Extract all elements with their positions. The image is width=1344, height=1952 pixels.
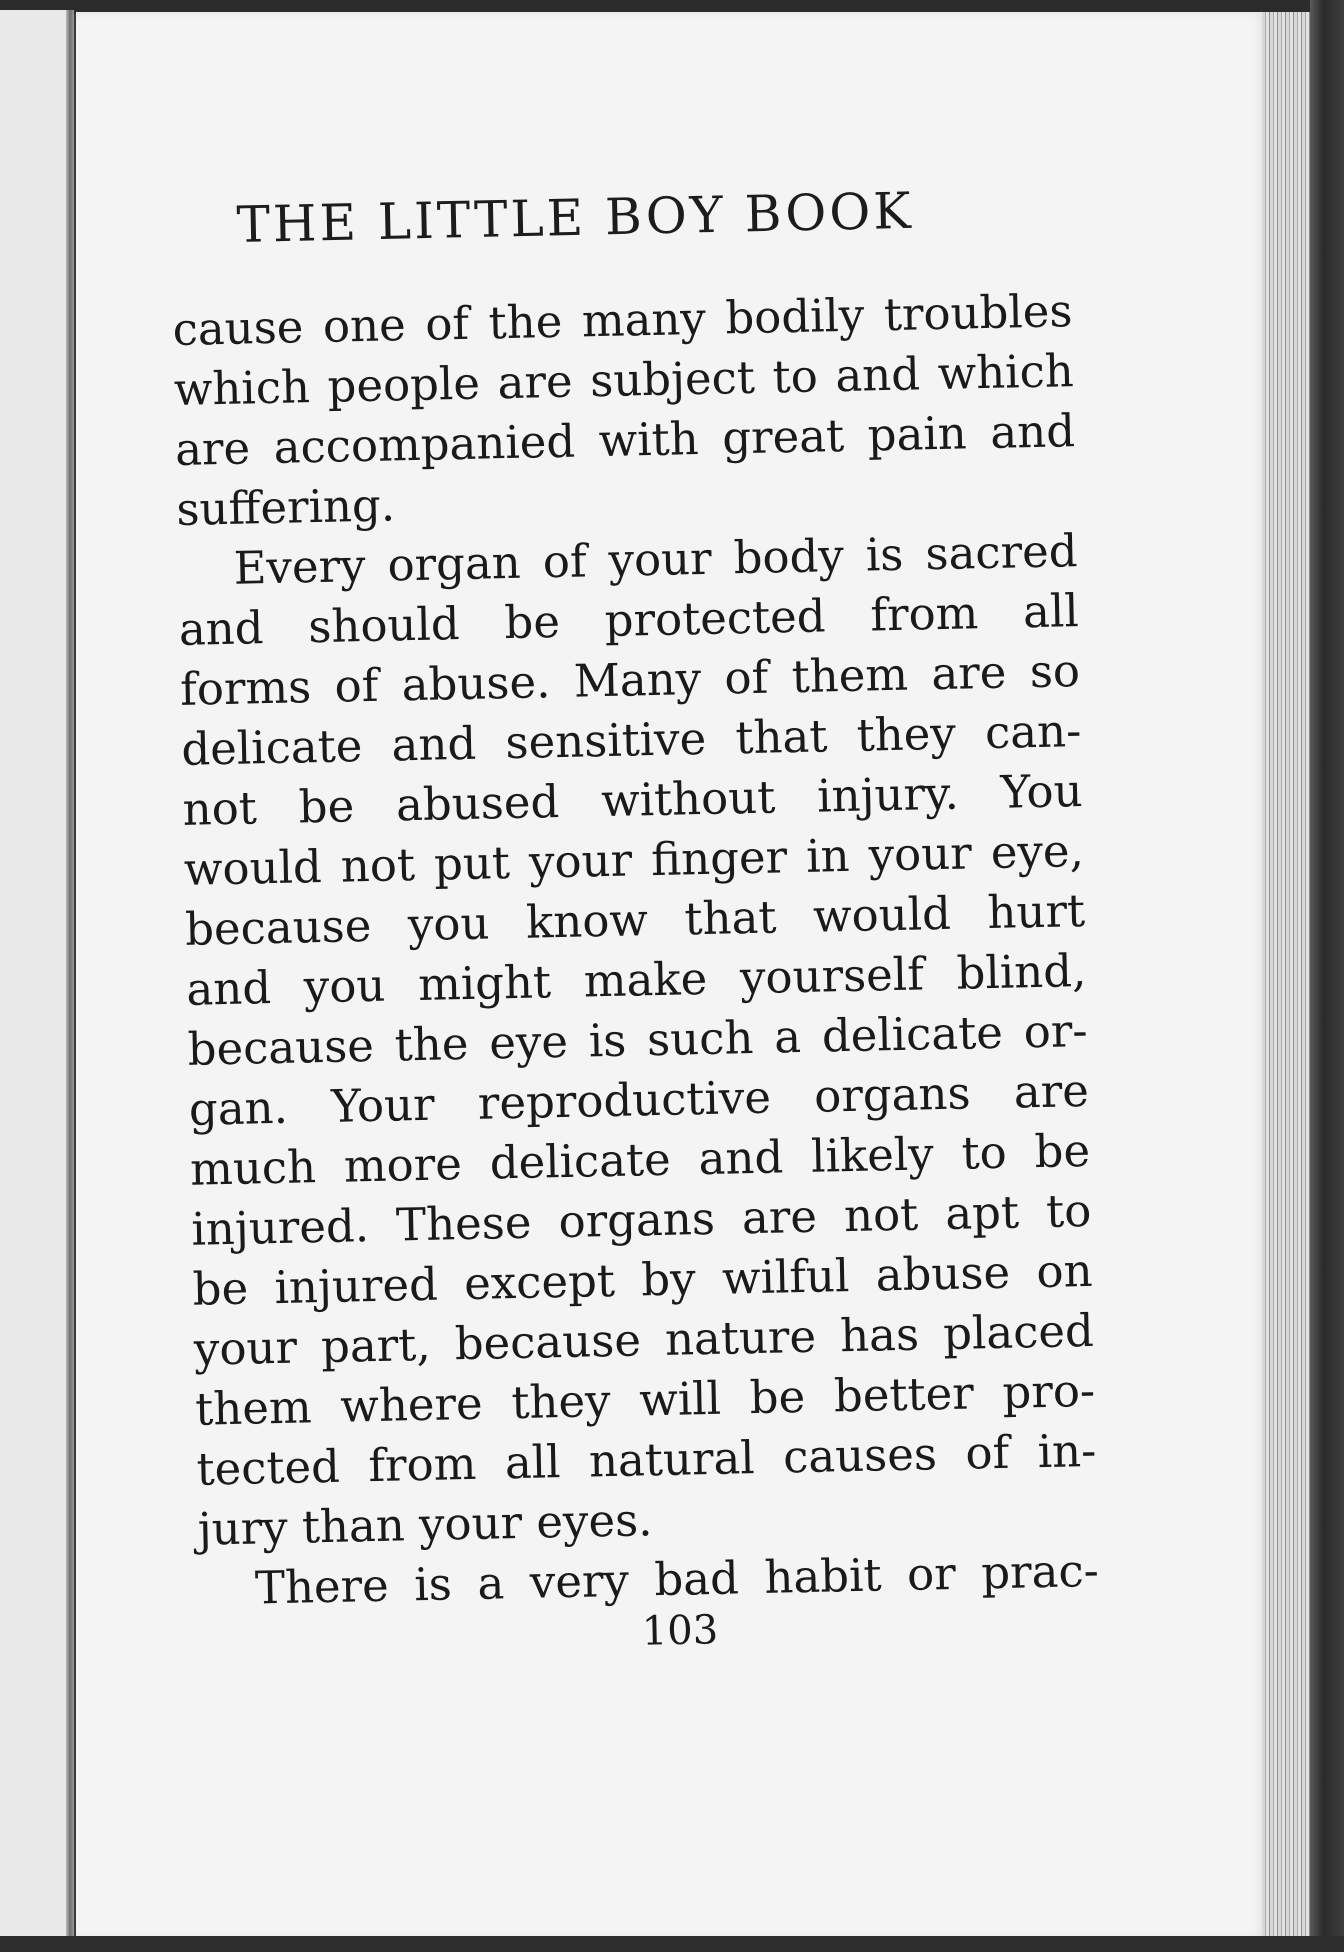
text-line: tected from all natural causes of in-: [195, 1423, 1097, 1496]
text-line: cause one of the many bodily troubles: [172, 284, 1073, 356]
body-text: [172, 281, 1099, 1620]
page-number: 103: [641, 1607, 719, 1655]
text-line: your part, because nature has placed: [193, 1303, 1095, 1376]
text-line: are accompanied with great pain and: [174, 404, 1076, 476]
book-cover-edge: [1310, 0, 1344, 1952]
text-line: gan. Your reproductive organs are: [188, 1063, 1090, 1136]
text-line: There is a very bad habit or prac-: [254, 1543, 1100, 1615]
text-line: not be abused without injury. You: [182, 764, 1084, 836]
text-line: forms of abuse. Many of them are so: [179, 644, 1081, 716]
page-edges-stack: [1262, 12, 1312, 1938]
text-line: which people are subject to and which: [173, 344, 1075, 416]
text-line: injured. These organs are not apt to: [190, 1183, 1092, 1256]
text-line: because you know that would hurt: [184, 884, 1086, 956]
facing-page-sliver: [0, 10, 70, 1938]
text-line: Every organ of your body is sacred: [233, 524, 1079, 595]
text-line: them where they will be better pro-: [194, 1363, 1096, 1436]
running-head: THE LITTLE BOY BOOK: [236, 181, 915, 254]
text-line: and should be protected from all: [178, 584, 1080, 656]
text-line: suffering.: [175, 478, 396, 536]
text-line: because the eye is such a delicate or-: [187, 1003, 1089, 1076]
text-line: much more delicate and likely to be: [189, 1123, 1091, 1196]
text-line: delicate and sensitive that they can-: [180, 704, 1082, 776]
text-line: would not put your finger in your eye,: [183, 824, 1085, 896]
text-line: jury than your eyes.: [197, 1493, 653, 1556]
text-line: be injured except by wilful abuse on: [192, 1243, 1094, 1316]
book-gutter: [66, 10, 74, 1938]
scanner-backdrop-bottom: [0, 1936, 1344, 1952]
text-line: and you might make yourself blind,: [185, 944, 1087, 1016]
